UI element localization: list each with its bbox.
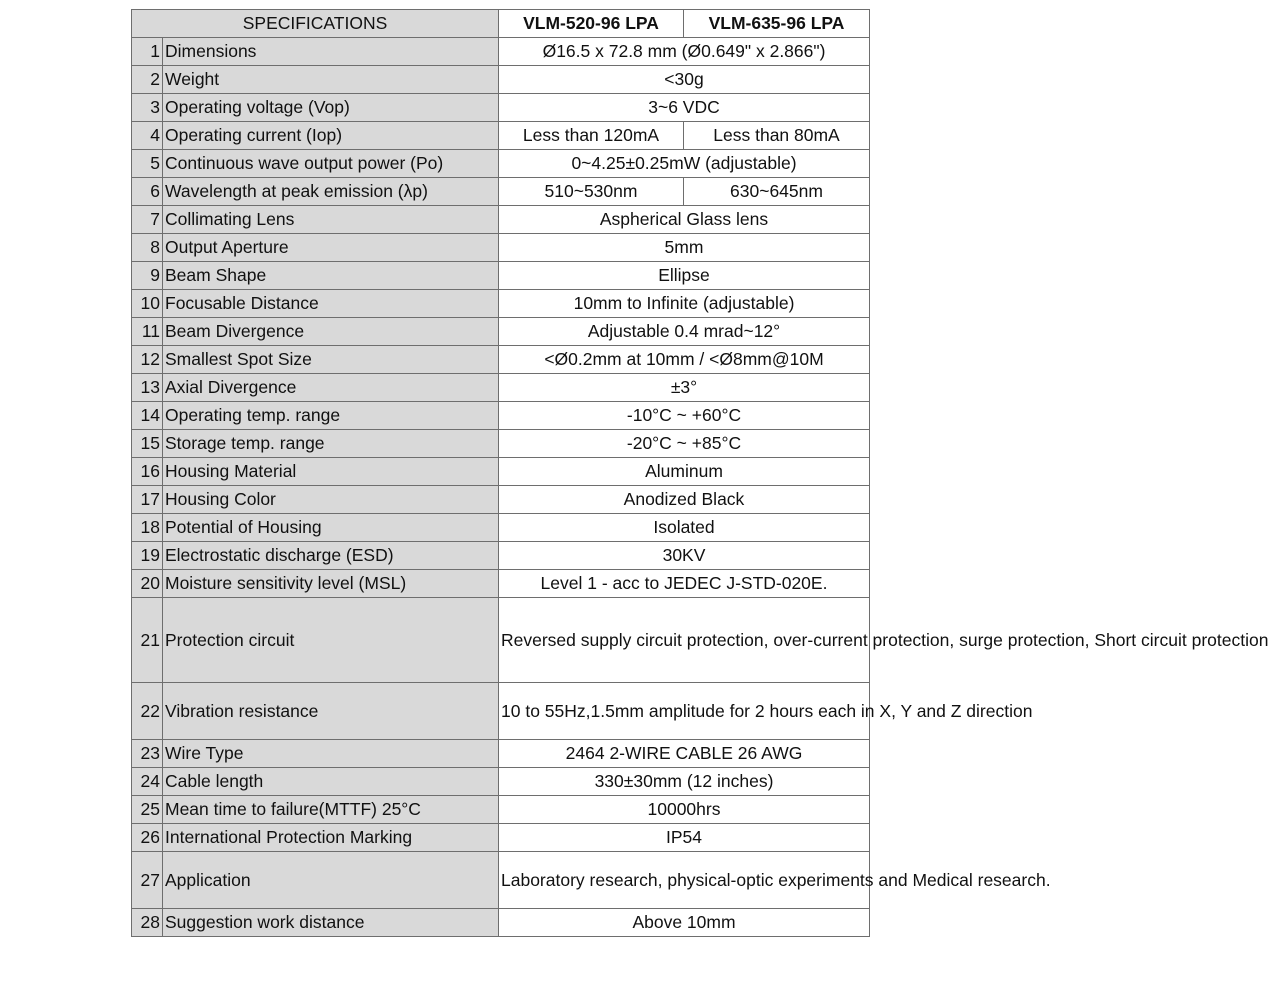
row-value: -10°C ~ +60°C — [499, 402, 870, 430]
row-label: Storage temp. range — [163, 430, 499, 458]
table-row — [132, 768, 870, 796]
row-value: 10000hrs — [499, 796, 870, 824]
table-row — [132, 458, 870, 486]
row-label: Moisture sensitivity level (MSL) — [163, 570, 499, 598]
row-label: Vibration resistance — [163, 683, 499, 740]
table-row — [132, 290, 870, 318]
row-value: 0~4.25±0.25mW (adjustable) — [499, 150, 870, 178]
row-value: <Ø0.2mm at 10mm / <Ø8mm@10M — [499, 346, 870, 374]
table-row — [132, 514, 870, 542]
row-label: Mean time to failure(MTTF) 25°C — [163, 796, 499, 824]
row-number: 18 — [132, 514, 163, 542]
row-value: Above 10mm — [499, 909, 870, 937]
row-label: Focusable Distance — [163, 290, 499, 318]
row-value-model-b: 630~645nm — [684, 178, 870, 206]
row-label: Collimating Lens — [163, 206, 499, 234]
row-label: Wavelength at peak emission (λp) — [163, 178, 499, 206]
row-label: Wire Type — [163, 740, 499, 768]
row-number: 16 — [132, 458, 163, 486]
row-number: 11 — [132, 318, 163, 346]
table-row — [132, 234, 870, 262]
row-label: Application — [163, 852, 499, 909]
row-number: 13 — [132, 374, 163, 402]
row-number: 28 — [132, 909, 163, 937]
row-value: 330±30mm (12 inches) — [499, 768, 870, 796]
model-a-header: VLM-520-96 LPA — [499, 10, 684, 38]
table-row — [132, 346, 870, 374]
row-number: 15 — [132, 430, 163, 458]
row-value: Aluminum — [499, 458, 870, 486]
table-row — [132, 66, 870, 94]
row-label: Protection circuit — [163, 598, 499, 683]
row-number: 5 — [132, 150, 163, 178]
header-row — [132, 10, 870, 38]
row-number: 23 — [132, 740, 163, 768]
table-row — [132, 374, 870, 402]
row-label: Operating current (Iop) — [163, 122, 499, 150]
row-value: Anodized Black — [499, 486, 870, 514]
specifications-body — [132, 38, 1268, 937]
row-label: Beam Shape — [163, 262, 499, 290]
table-row — [132, 38, 870, 66]
row-number: 1 — [132, 38, 163, 66]
row-label: Output Aperture — [163, 234, 499, 262]
table-row — [132, 318, 870, 346]
row-value: Laboratory research, physical-optic experiments and Medical research. — [499, 852, 870, 909]
table-row — [132, 683, 870, 740]
row-label: Operating temp. range — [163, 402, 499, 430]
specifications-header: SPECIFICATIONS — [132, 10, 499, 38]
row-value: -20°C ~ +85°C — [499, 430, 870, 458]
row-number: 9 — [132, 262, 163, 290]
table-row — [132, 122, 870, 150]
row-value: Ellipse — [499, 262, 870, 290]
row-value: Aspherical Glass lens — [499, 206, 870, 234]
table-row — [132, 824, 870, 852]
table-row — [132, 570, 870, 598]
row-value: Isolated — [499, 514, 870, 542]
table-row — [132, 486, 870, 514]
row-value: 5mm — [499, 234, 870, 262]
row-number: 6 — [132, 178, 163, 206]
row-value: 10mm to Infinite (adjustable) — [499, 290, 870, 318]
table-row — [132, 430, 870, 458]
row-value: Level 1 - acc to JEDEC J-STD-020E. — [499, 570, 870, 598]
table-row — [132, 262, 870, 290]
row-label: Weight — [163, 66, 499, 94]
row-label: Housing Material — [163, 458, 499, 486]
row-value: 2464 2-WIRE CABLE 26 AWG — [499, 740, 870, 768]
table-row — [132, 796, 870, 824]
row-value: IP54 — [499, 824, 870, 852]
row-value: Adjustable 0.4 mrad~12° — [499, 318, 870, 346]
row-number: 27 — [132, 852, 163, 909]
row-value: ±3° — [499, 374, 870, 402]
row-value-model-b: Less than 80mA — [684, 122, 870, 150]
row-label: Housing Color — [163, 486, 499, 514]
row-value-model-a: Less than 120mA — [499, 122, 684, 150]
row-label: Operating voltage (Vop) — [163, 94, 499, 122]
row-number: 10 — [132, 290, 163, 318]
row-number: 12 — [132, 346, 163, 374]
row-value: Ø16.5 x 72.8 mm (Ø0.649" x 2.866") — [499, 38, 870, 66]
row-number: 19 — [132, 542, 163, 570]
row-label: Dimensions — [163, 38, 499, 66]
row-label: Electrostatic discharge (ESD) — [163, 542, 499, 570]
row-number: 20 — [132, 570, 163, 598]
table-row — [132, 542, 870, 570]
row-number: 25 — [132, 796, 163, 824]
row-label: Beam Divergence — [163, 318, 499, 346]
row-number: 26 — [132, 824, 163, 852]
row-number: 2 — [132, 66, 163, 94]
row-value: 10 to 55Hz,1.5mm amplitude for 2 hours each in X, Y and Z direction — [499, 683, 870, 740]
table-row — [132, 94, 870, 122]
row-label: Smallest Spot Size — [163, 346, 499, 374]
row-number: 14 — [132, 402, 163, 430]
specifications-table — [131, 9, 1268, 937]
row-label: Suggestion work distance — [163, 909, 499, 937]
table-row — [132, 909, 870, 937]
row-number: 4 — [132, 122, 163, 150]
row-label: Axial Divergence — [163, 374, 499, 402]
table-row — [132, 206, 870, 234]
table-row — [132, 598, 870, 683]
row-value-model-a: 510~530nm — [499, 178, 684, 206]
row-label: Cable length — [163, 768, 499, 796]
row-number: 3 — [132, 94, 163, 122]
row-label: International Protection Marking — [163, 824, 499, 852]
table-row — [132, 852, 870, 909]
row-number: 8 — [132, 234, 163, 262]
row-number: 7 — [132, 206, 163, 234]
row-value: 3~6 VDC — [499, 94, 870, 122]
table-row — [132, 150, 870, 178]
row-value: <30g — [499, 66, 870, 94]
row-value: Reversed supply circuit protection, over-current protection, surge protection, Short circuit protection — [499, 598, 870, 683]
table-row — [132, 402, 870, 430]
row-number: 17 — [132, 486, 163, 514]
table-row — [132, 178, 870, 206]
row-number: 21 — [132, 598, 163, 683]
row-number: 24 — [132, 768, 163, 796]
row-label: Continuous wave output power (Po) — [163, 150, 499, 178]
row-number: 22 — [132, 683, 163, 740]
model-b-header: VLM-635-96 LPA — [684, 10, 870, 38]
row-value: 30KV — [499, 542, 870, 570]
row-label: Potential of Housing — [163, 514, 499, 542]
table-row — [132, 740, 870, 768]
